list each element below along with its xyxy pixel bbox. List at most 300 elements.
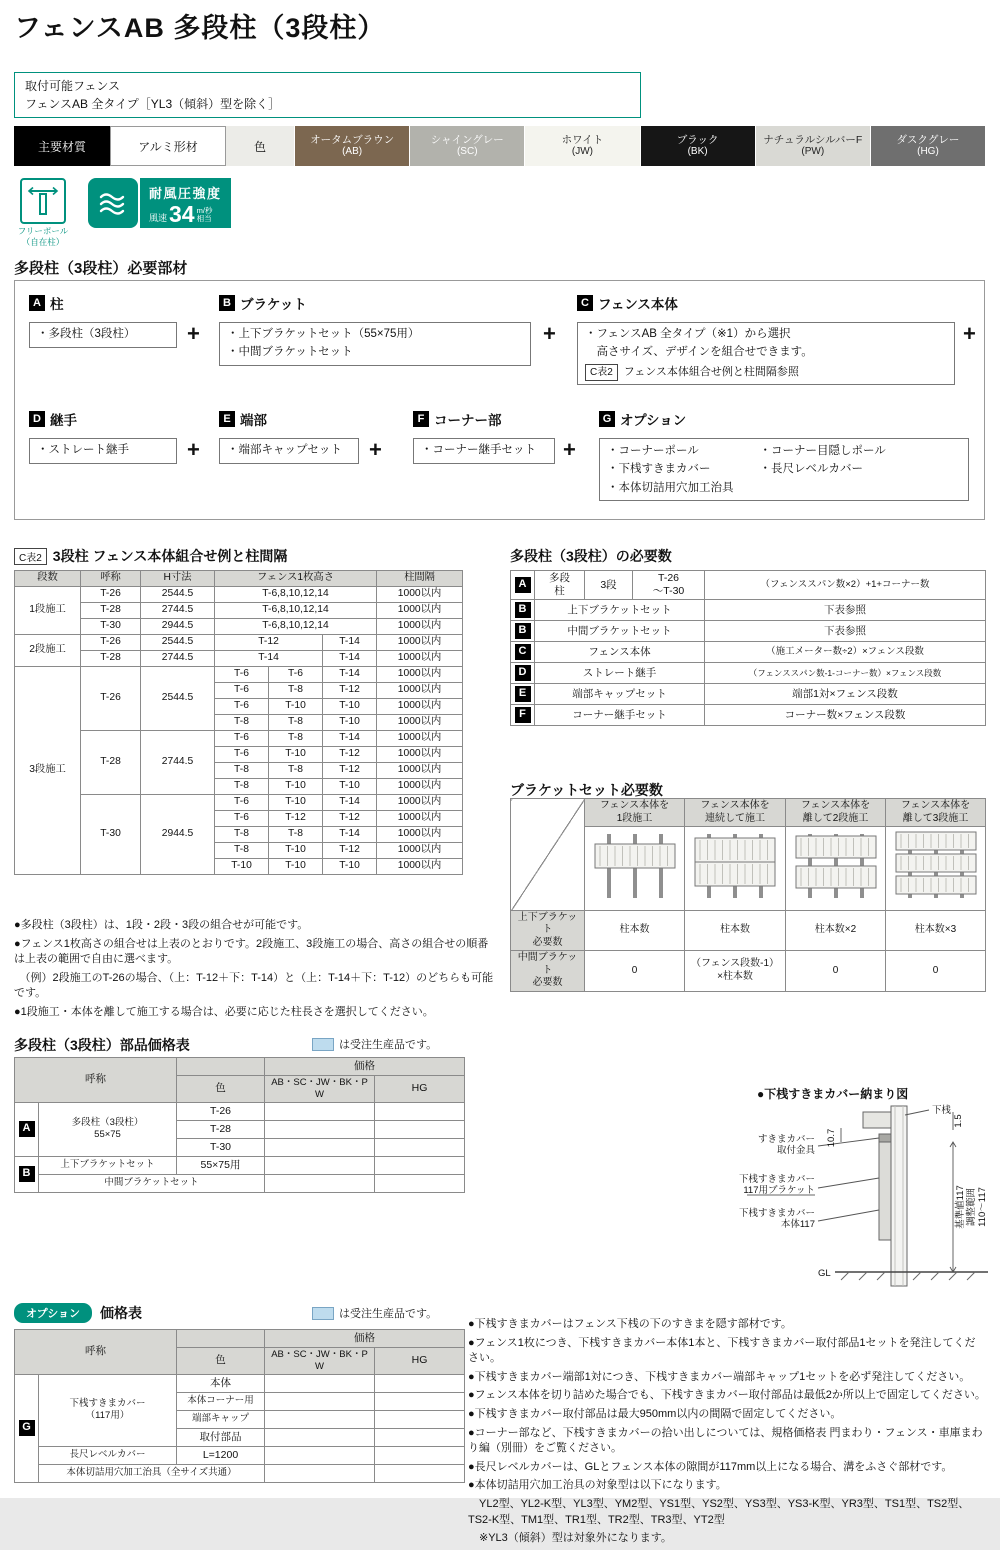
table-cell: [375, 1374, 465, 1392]
table-cell: T-14: [323, 731, 377, 747]
label-d: D: [29, 411, 45, 427]
required-count-heading: 多段柱（3段柱）の必要数: [510, 548, 672, 564]
table-cell: T-10: [215, 859, 269, 875]
note-line: ●下桟すきまカバー取付部品は最大950mm以内の間隔で固定してください。: [468, 1408, 842, 1421]
table-cell: [375, 1102, 465, 1120]
c2-ref-text: フェンス本体組合せ例と柱間隔参照: [623, 365, 799, 378]
color-label: 色: [226, 126, 294, 166]
gl-label: GL: [818, 1268, 831, 1279]
table-cell: 下表参照: [705, 621, 986, 642]
table-cell: 長尺レベルカバー: [39, 1446, 177, 1464]
table-cell: フェンス本体を 離して2段施工: [786, 799, 886, 827]
table-cell: 取付部品: [177, 1428, 265, 1446]
freepole-badge: [14, 178, 72, 247]
plus-sign: +: [543, 321, 556, 346]
table-cell: T-28: [81, 603, 141, 619]
table-cell: T-8: [269, 763, 323, 779]
parts-price-table-holder: [14, 1057, 464, 1193]
table-cell: 呼称: [15, 1330, 177, 1375]
compatible-fence-label: 取付可能フェンス: [25, 79, 121, 93]
table-cell: 1000以内: [377, 827, 463, 843]
part-c-line2: 高さサイズ、デザインを組合せできます。: [585, 345, 813, 358]
table-cell: T-30: [81, 795, 141, 875]
table-cell: コーナー数×フェンス段数: [705, 705, 986, 726]
table-cell: 1000以内: [377, 859, 463, 875]
legend-text: は受注生産品です。: [339, 1039, 438, 1051]
table-cell: T-10: [323, 715, 377, 731]
table-cell: AB・SC・JW・BK・PW: [265, 1076, 375, 1103]
table-cell: 下桟すきまカバー （117用）: [39, 1374, 177, 1446]
table-cell: 2744.5: [141, 651, 215, 667]
table-cell: T-12: [323, 811, 377, 827]
plus-sign: +: [369, 437, 382, 462]
compatible-fence-value: フェンスAB 全タイプ［YL3（傾斜）型を除く］: [25, 97, 281, 111]
table-cell: AB・SC・JW・BK・PW: [265, 1348, 375, 1375]
fitting-label-2: 取付金具: [776, 1145, 815, 1156]
table-cell: [375, 1464, 465, 1482]
part-d: [29, 409, 177, 464]
row-label-F: [511, 705, 535, 726]
table-cell: （フェンススパン数×2）+1+コーナー数: [705, 571, 986, 600]
table-cell: 価格: [265, 1330, 465, 1348]
required-count-table-holder: [510, 570, 985, 726]
label-g: G: [599, 411, 615, 427]
table-cell: T-6: [215, 811, 269, 827]
body-label-2: 本体117: [780, 1219, 815, 1230]
color-swatches: [294, 126, 985, 166]
table-cell: 本体切詰用穴加工治具（全サイズ共通）: [39, 1464, 265, 1482]
row-label-A: [15, 1102, 39, 1156]
table-cell: 3段: [585, 571, 633, 600]
table-cell: [265, 1464, 375, 1482]
table-cell: T-26: [177, 1102, 265, 1120]
material-color-bar: [14, 126, 985, 166]
table-cell: フェンス1枚高さ: [215, 571, 377, 587]
table-cell: 柱本数×2: [786, 910, 886, 951]
table-cell: T-8: [215, 779, 269, 795]
table-cell: フェンス本体を 連続して施工: [685, 799, 786, 827]
part-c-line1: ・フェンスAB 全タイプ（※1）から選択: [585, 328, 791, 340]
table-cell: T-6: [269, 667, 323, 683]
table-cell: 2544.5: [141, 667, 215, 731]
row-label-B: [511, 600, 535, 621]
bracket-count-heading: ブラケットセット必要数: [510, 782, 663, 798]
part-g-item: [599, 438, 969, 501]
table-cell: [265, 1428, 375, 1446]
part-d-item-text: ・ストレート継手: [37, 444, 129, 456]
bracket-label-1: 下桟すきまカバー: [738, 1174, 815, 1185]
option-price-table: [14, 1329, 465, 1483]
c2-heading-text: 3段柱 フェンス本体組合せ例と柱間隔: [52, 548, 288, 564]
note-line: ●長尺レベルカバーは、GLとフェンス本体の隙間が117mm以上になる場合、溝をふさぐ部材です。: [468, 1460, 953, 1473]
table-cell: 柱本数×3: [886, 910, 986, 951]
part-g: [599, 409, 969, 501]
row-label-G: [15, 1374, 39, 1482]
table-cell: 柱本数: [685, 910, 786, 951]
table-cell: 3段施工: [15, 667, 81, 875]
label-f: F: [413, 411, 429, 427]
wind-speed-prefix: 風速: [149, 213, 168, 223]
label-square: E: [515, 686, 531, 702]
table-cell: [265, 1138, 375, 1156]
color-swatch-bk: ブラック (BK): [640, 126, 755, 166]
parts-g-col1: [607, 442, 734, 497]
table-cell: T-10: [269, 747, 323, 763]
fence-illustration: [689, 828, 781, 904]
part-d-title: 継手: [50, 413, 77, 428]
table-cell: T-6: [215, 683, 269, 699]
table-cell: HG: [375, 1348, 465, 1375]
table-cell: 1000以内: [377, 699, 463, 715]
table-cell: T-10: [323, 699, 377, 715]
table-cell: 1段施工: [15, 587, 81, 635]
table-cell: H寸法: [141, 571, 215, 587]
table-cell: 0: [886, 951, 986, 992]
part-e-item: [219, 438, 359, 464]
note-line: ●フェンス本体を切り詰めた場合でも、下桟すきまカバー取付部品は最低2か所以上で固定してください。: [468, 1389, 986, 1402]
part-e-item-text: ・端部キャップセット: [227, 444, 342, 456]
table-cell: [265, 1392, 375, 1410]
cover-body-shape: [879, 1142, 891, 1240]
part-a-item-text: ・多段柱（3段柱）: [37, 328, 136, 340]
table-cell: [265, 1102, 375, 1120]
part-a: [29, 293, 177, 348]
part-b: [219, 293, 531, 366]
fence-illustration: [790, 828, 882, 904]
part-a-item: [29, 322, 177, 348]
post-shape: [891, 1106, 907, 1286]
table-cell: T-26 ～T-30: [633, 571, 705, 600]
table-cell: 2744.5: [141, 731, 215, 795]
label-square: A: [515, 577, 531, 593]
table-cell: 中間ブラケット 必要数: [511, 951, 585, 992]
note-line: ●下桟すきまカバー端部1対につき、下桟すきまカバー端部キャップ1セットを必ず発注してください。: [468, 1370, 971, 1383]
wind-badge-text: [140, 178, 231, 228]
cover-diagram-title: ●下桟すきまカバー納まり図: [757, 1087, 909, 1101]
table-cell: T-12: [323, 683, 377, 699]
plus-sign: +: [187, 321, 200, 346]
combination-notes: [14, 918, 496, 1024]
table-cell: T-12: [323, 747, 377, 763]
parts-price-table: [14, 1057, 465, 1193]
table-cell: 多段柱（3段柱） 55×75: [39, 1102, 177, 1156]
table-cell: T-8: [269, 715, 323, 731]
freepole-label: [14, 226, 72, 247]
table-cell: 1000以内: [377, 763, 463, 779]
part-c-title: フェンス本体: [598, 297, 678, 312]
wind-icon: [88, 178, 138, 228]
label-square: F: [515, 707, 531, 723]
table-cell: 端部1対×フェンス段数: [705, 684, 986, 705]
table-cell: T-8: [269, 731, 323, 747]
table-cell: T-12: [323, 763, 377, 779]
table-cell: T-28: [177, 1120, 265, 1138]
table-cell: T-14: [323, 651, 377, 667]
table-cell: 1000以内: [377, 619, 463, 635]
note-line: ●多段柱（3段柱）は、1段・2段・3段の組合せが可能です。: [14, 919, 309, 931]
wind-resistance-badge: [88, 178, 231, 228]
wind-speed-value: 34: [169, 201, 195, 227]
table-cell: [375, 1410, 465, 1428]
part-e: [219, 409, 359, 464]
part-f-title: コーナー部: [434, 413, 502, 428]
table-cell: T-14: [215, 651, 323, 667]
table-cell: T-10: [269, 699, 323, 715]
dim-1-5: 1.5: [953, 1114, 964, 1128]
fence-3tier-apart: [886, 827, 986, 911]
table-cell: T-6: [215, 667, 269, 683]
note-line: YL2型、YL2-K型、YL3型、YM2型、YS1型、YS2型、YS3型、YS3-K型、YR3型、TS1型、TS2型、TS2-K型、TM1型、TR1型、TR2型、TR3型、YT2型: [468, 1498, 970, 1526]
table-cell: [265, 1446, 375, 1464]
table-cell: T-30: [81, 619, 141, 635]
label-c: C: [577, 295, 593, 311]
table-cell: 2544.5: [141, 635, 215, 651]
freepole-label-line1: フリーポール: [17, 226, 69, 236]
table-cell: ストレート継手: [535, 663, 705, 684]
table-cell: 1000以内: [377, 731, 463, 747]
table-cell: 端部キャップセット: [535, 684, 705, 705]
table-cell: [265, 1174, 375, 1192]
table-cell: 1000以内: [377, 651, 463, 667]
plus-sign: +: [187, 437, 200, 462]
table-cell: （フェンス段数-1） ×柱本数: [685, 951, 786, 992]
part-f-item-text: ・コーナー継手セット: [421, 444, 536, 456]
table-cell: T-28: [81, 731, 141, 795]
row-label-A: [511, 571, 535, 600]
table-cell: T-6: [215, 731, 269, 747]
freepole-icon: [20, 178, 66, 224]
wind-title: 耐風圧強度: [149, 186, 222, 201]
table-cell: T-6: [215, 747, 269, 763]
bracket-label-2: 117用ブラケット: [743, 1185, 815, 1196]
table-cell: T-10: [269, 795, 323, 811]
table-cell: 柱本数: [585, 910, 685, 951]
table-cell: 下表参照: [705, 600, 986, 621]
table-cell: T-10: [323, 779, 377, 795]
option-heading-text: 価格表: [100, 1305, 143, 1321]
note-line: ●1段施工・本体を離して施工する場合は、必要に応じた柱長さを選択してください。: [14, 1006, 434, 1019]
body-label-1: 下桟すきまカバー: [738, 1208, 815, 1219]
cover-detail-diagram-svg: [695, 1100, 990, 1305]
table-cell: [265, 1374, 375, 1392]
table-cell: 本体: [177, 1374, 265, 1392]
parts-price-heading: 多段柱（3段柱）部品価格表: [14, 1037, 190, 1053]
table-cell: 上下ブラケットセット: [39, 1156, 177, 1174]
part-c-reference: [585, 364, 947, 382]
table-cell: 2944.5: [141, 619, 215, 635]
made-to-order-legend: [312, 1036, 437, 1052]
note-line: ●コーナー部など、下桟すきまカバーの拾い出しについては、規格価格表 門まわり・フェンス・車庫まわり編（別冊）をご覧ください。: [468, 1426, 983, 1455]
page-title: フェンスAB 多段柱（3段柱）: [14, 13, 386, 43]
part-c: [577, 293, 955, 385]
legend-swatch: [312, 1307, 334, 1320]
table-cell: フェンス本体を 離して3段施工: [886, 799, 986, 827]
table-cell: 2544.5: [141, 587, 215, 603]
plus-sign: +: [563, 437, 576, 462]
label-e: E: [219, 411, 235, 427]
table-cell: T-14: [323, 795, 377, 811]
table-cell: 1000以内: [377, 747, 463, 763]
table-cell: 1000以内: [377, 667, 463, 683]
table-cell: T-8: [215, 715, 269, 731]
part-b-item2: ・中間ブラケットセット: [227, 345, 353, 358]
table-cell: [265, 1120, 375, 1138]
table-cell: [177, 1058, 265, 1076]
table-cell: フェンス本体: [535, 642, 705, 663]
fitting-shape: [879, 1134, 891, 1142]
table-cell: T-26: [81, 667, 141, 731]
note-line: ●下桟すきまカバーはフェンス下桟の下のすきまを隠す部材です。: [468, 1318, 792, 1330]
part-f-item: [413, 438, 555, 464]
fence-illustration: [589, 828, 681, 904]
table-cell: （フェンススパン数-1-コーナー数）×フェンス段数: [705, 663, 986, 684]
table-cell: [511, 799, 585, 911]
c2-combination-table: [14, 570, 463, 875]
option-item: ・本体切詰用穴加工治具: [607, 481, 734, 494]
table-cell: 上下ブラケット 必要数: [511, 910, 585, 951]
option-price-heading: [14, 1303, 142, 1323]
option-item: ・コーナーポール: [607, 445, 699, 457]
note-line: ●フェンス1枚高さの組合せは上表のとおりです。2段施工、3段施工の場合、高さの組合せの順番は上表の範囲で自由に選べます。: [14, 937, 489, 966]
part-g-title: オプション: [620, 413, 687, 428]
legend-swatch: [312, 1038, 334, 1051]
color-swatch-hg: ダスクグレー (HG): [870, 126, 985, 166]
part-b-title: ブラケット: [240, 297, 307, 312]
color-swatch-sc: シャイングレー (SC): [409, 126, 524, 166]
rail-label: 下桟: [932, 1105, 952, 1116]
table-cell: [375, 1392, 465, 1410]
table-cell: [265, 1410, 375, 1428]
row-label-C: [511, 642, 535, 663]
table-cell: コーナー継手セット: [535, 705, 705, 726]
table-cell: T-14: [323, 635, 377, 651]
table-cell: [375, 1120, 465, 1138]
option-item: ・下桟すきまカバー: [607, 463, 711, 476]
table-cell: T-6: [215, 699, 269, 715]
note-line: ※YL3（傾斜）型は対象外になります。: [468, 1532, 672, 1545]
required-parts-box: [14, 280, 985, 520]
required-count-table: [510, 570, 986, 726]
row-label-B: [511, 621, 535, 642]
material-label: 主要材質: [14, 126, 110, 166]
table-cell: T-14: [323, 667, 377, 683]
row-label-B: [15, 1156, 39, 1192]
dim-10-7: 10.7: [826, 1128, 837, 1148]
label-square: D: [515, 665, 531, 681]
part-f: [413, 409, 555, 464]
part-e-title: 端部: [240, 413, 267, 428]
bracket-count-table: [510, 798, 986, 992]
wind-speed-unit: m/秒: [196, 205, 213, 215]
table-cell: T-12: [323, 843, 377, 859]
fitting-label-1: すきまカバー: [757, 1134, 815, 1145]
note-line: ●フェンス1枚につき、下桟すきまカバー本体1本と、下桟すきまカバー取付部品1セットを発注してください。: [468, 1336, 976, 1365]
material-value: アルミ形材: [110, 126, 226, 166]
plus-sign: +: [963, 321, 976, 346]
table-cell: T-6,8,10,12,14: [215, 603, 377, 619]
parts-g-col2: [760, 442, 886, 497]
part-b-item1: ・上下ブラケットセット（55×75用）: [227, 328, 420, 340]
legend-text: は受注生産品です。: [339, 1308, 438, 1320]
table-cell: T-6,8,10,12,14: [215, 619, 377, 635]
table-cell: 上下ブラケットセット: [535, 600, 705, 621]
table-cell: T-6,8,10,12,14: [215, 587, 377, 603]
made-to-order-legend: [312, 1305, 437, 1321]
row-label-D: [511, 663, 535, 684]
part-a-title: 柱: [50, 297, 64, 312]
table-cell: [375, 1446, 465, 1464]
table-cell: T-10: [269, 843, 323, 859]
table-cell: 1000以内: [377, 811, 463, 827]
option-item: ・コーナー目隠しポール: [759, 445, 886, 457]
table-cell: 1000以内: [377, 795, 463, 811]
table-cell: フェンス本体を 1段施工: [585, 799, 685, 827]
table-cell: T-8: [269, 683, 323, 699]
label-square: B: [515, 623, 531, 639]
table-cell: T-12: [269, 811, 323, 827]
option-price-table-holder: [14, 1329, 464, 1483]
color-swatch-pw: ナチュラルシルバーF (PW): [755, 126, 870, 166]
option-item: ・長尺レベルカバー: [759, 463, 863, 476]
note-line: ●本体切詰用穴加工治具の対象型は以下になります。: [468, 1479, 727, 1492]
label-a: A: [29, 295, 45, 311]
table-cell: 1000以内: [377, 587, 463, 603]
table-cell: 2段施工: [15, 635, 81, 667]
note-line: （例）2段施工のT-26の場合、（上：T-12＋下：T-14）と（上：T-14＋下：T-12）のどちらも可能です。: [14, 971, 494, 1000]
table-cell: T-10: [269, 779, 323, 795]
table-cell: 色: [177, 1348, 265, 1375]
table-cell: 多段 柱: [535, 571, 585, 600]
option-tag: オプション: [14, 1303, 92, 1323]
fence-1tier: [585, 827, 685, 911]
cover-diagram: [695, 1100, 990, 1310]
compatible-fence-box: [14, 72, 641, 118]
table-cell: 2944.5: [141, 795, 215, 875]
table-cell: T-14: [323, 827, 377, 843]
fence-continuous: [685, 827, 786, 911]
table-cell: T-8: [215, 763, 269, 779]
table-cell: 0: [585, 951, 685, 992]
label-square: B: [19, 1166, 35, 1182]
label-square: B: [515, 602, 531, 618]
table-cell: 価格: [265, 1058, 465, 1076]
table-cell: 段数: [15, 571, 81, 587]
table-cell: [177, 1330, 265, 1348]
table-cell: 中間ブラケットセット: [535, 621, 705, 642]
bottom-rail-shape: [863, 1112, 891, 1128]
table-cell: 柱間隔: [377, 571, 463, 587]
dim-base-2: 調整範囲: [966, 1187, 977, 1227]
table-cell: 1000以内: [377, 683, 463, 699]
c2-combination-table-holder: [14, 570, 462, 875]
part-c-item: [577, 322, 955, 385]
table-cell: [375, 1428, 465, 1446]
fence-2tier-apart: [786, 827, 886, 911]
row-label-E: [511, 684, 535, 705]
table-cell: T-26: [81, 635, 141, 651]
table-cell: HG: [375, 1076, 465, 1103]
c2-heading: [14, 546, 287, 566]
table-cell: 1000以内: [377, 779, 463, 795]
table-cell: 1000以内: [377, 603, 463, 619]
table-cell: T-6: [215, 795, 269, 811]
table-cell: [375, 1174, 465, 1192]
dim-base-3: 110～117: [977, 1187, 988, 1227]
freepole-label-line2: （自在柱）: [21, 236, 65, 247]
part-d-item: [29, 438, 177, 464]
table-cell: 1000以内: [377, 715, 463, 731]
table-cell: T-26: [81, 587, 141, 603]
